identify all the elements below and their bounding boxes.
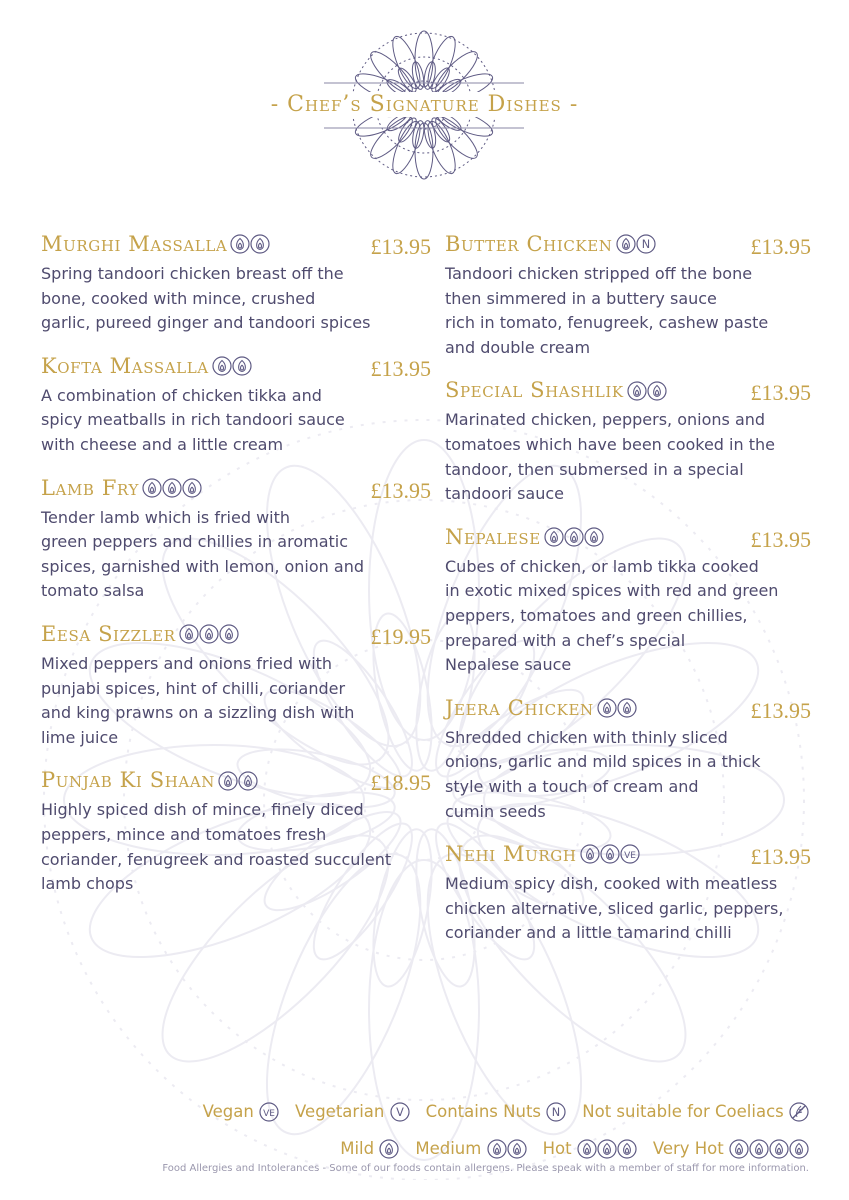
chilli-icon [580, 844, 600, 864]
description-line: and king prawns on a sizzling dish with [41, 703, 355, 723]
dish-dietary-icons [218, 770, 258, 791]
legend-label: Vegetarian [295, 1102, 385, 1122]
description-line: in exotic mixed spices with red and green [445, 581, 779, 601]
description-line: style with a touch of cream and [445, 776, 699, 796]
dish-name: Lamb Fry [41, 475, 139, 500]
dish-item [41, 768, 431, 896]
dish-name: Kofta Massalla [41, 353, 209, 378]
dish-item [41, 354, 431, 458]
description-line: Tandoori chicken stripped off the bone [445, 264, 753, 283]
legend-item [426, 1101, 567, 1120]
dish-header [445, 232, 811, 262]
chilli-icon [627, 381, 647, 401]
description-line: tandoori sauce [445, 484, 564, 504]
dish-header [41, 232, 431, 262]
svg-text:N: N [552, 1105, 561, 1119]
dish-dietary-icons [580, 844, 640, 865]
dish-item [445, 842, 811, 946]
legend-label: Medium [415, 1139, 482, 1159]
dish-dietary-icons [544, 527, 604, 548]
dish-description [445, 408, 811, 506]
description-line: spicy meatballs in rich tandoori sauce [41, 410, 345, 430]
dish-name: Murghi Massalla [41, 232, 228, 256]
chilli-icon [232, 356, 252, 376]
chilli-icon [507, 1139, 527, 1159]
chilli-icon [749, 1139, 769, 1159]
dish-header [41, 622, 431, 652]
chilli-icon [142, 478, 162, 498]
description-line: peppers, tomatoes and green chillies, [445, 605, 748, 625]
nuts-icon [546, 1102, 566, 1122]
chilli-icon [617, 698, 637, 718]
dish-header [445, 842, 811, 872]
dish-item [445, 696, 811, 824]
chilli-icon [250, 234, 270, 254]
description-line: chicken alternative, sliced garlic, peppers, [445, 898, 784, 918]
dish-dietary-icons [179, 624, 239, 645]
description-line: tomatoes which have been cooked in the [445, 434, 775, 454]
chilli-icon [617, 1139, 637, 1159]
description-line: Marinated chicken, peppers, onions and [445, 410, 766, 430]
allergy-notice: Food Allergies and Intolerances - Some of our foods contain allergens. Please speak with a member of staff for more information. [162, 1163, 809, 1174]
description-line: bone, cooked with mince, crushed [41, 288, 316, 308]
dish-name: Butter Chicken [445, 232, 613, 256]
dish-item [41, 622, 431, 750]
chilli-icon [218, 771, 238, 791]
vegan-icon [620, 844, 640, 864]
legend-item [295, 1101, 410, 1120]
dish-price: £13.95 [750, 697, 811, 723]
chilli-icon [487, 1139, 507, 1159]
vegetarian-icon [390, 1102, 410, 1122]
description-line: coriander, fenugreek and roasted succulent [41, 849, 392, 869]
dish-price: £19.95 [370, 623, 431, 649]
description-line: onions, garlic and mild spices in a thick [445, 752, 761, 772]
chilli-icon [219, 624, 239, 644]
dish-header [41, 354, 431, 384]
svg-text:VE: VE [263, 1108, 275, 1119]
dietary-legend [203, 1101, 809, 1122]
dish-dietary-icons [627, 380, 667, 401]
dish-dietary-icons [616, 234, 656, 255]
description-line: then simmered in a buttery sauce [445, 288, 717, 308]
dish-price: £13.95 [750, 380, 811, 406]
chilli-icon [600, 844, 620, 864]
legend-item [415, 1138, 526, 1157]
svg-text:V: V [395, 1105, 404, 1119]
description-line: Highly spiced dish of mince, finely diced [41, 800, 364, 820]
spice-level-legend [340, 1138, 809, 1159]
description-line: coriander and a little tamarind chilli [445, 923, 732, 943]
description-line: tomato salsa [41, 581, 145, 601]
left-dish-column [41, 232, 431, 915]
legend-item [543, 1138, 637, 1157]
chilli-icon [199, 624, 219, 644]
description-line: peppers, mince and tomatoes fresh [41, 824, 327, 844]
nuts-icon [636, 234, 656, 254]
legend-label: Not suitable for Coeliacs [582, 1102, 784, 1122]
dish-description [445, 262, 811, 360]
dish-name: Punjab Ki Shaan [41, 768, 215, 793]
description-line: punjabi spices, hint of chilli, coriander [41, 678, 346, 698]
dish-description [445, 872, 811, 946]
vegan-icon [259, 1102, 279, 1122]
chilli-icon [789, 1139, 809, 1159]
legend-label: Hot [542, 1139, 572, 1159]
legend-label: Very Hot [652, 1139, 724, 1159]
description-line: with cheese and a little cream [41, 434, 284, 454]
dish-price: £13.95 [370, 355, 431, 381]
legend-label: Contains Nuts [425, 1102, 542, 1122]
description-line: garlic, pureed ginger and tandoori spices [41, 313, 371, 333]
legend-label: Vegan [202, 1102, 254, 1122]
dish-price: £13.95 [370, 234, 431, 259]
description-line: spices, garnished with lemon, onion and [41, 556, 364, 576]
description-line: Nepalese sauce [445, 655, 572, 675]
dish-dietary-icons [212, 356, 252, 377]
dish-price: £18.95 [370, 770, 431, 796]
description-line: and double cream [445, 337, 591, 357]
chilli-icon [769, 1139, 789, 1159]
dish-dietary-icons [597, 697, 637, 718]
description-line: Cubes of chicken, or lamb tikka cooked [445, 556, 759, 576]
dish-name: Nehi Murgh [445, 842, 577, 867]
chilli-icon [379, 1139, 399, 1159]
dish-name: Special Shashlik [445, 378, 624, 403]
dish-item [445, 232, 811, 360]
page-title: - Chef’s Signature Dishes - [263, 92, 587, 117]
chilli-icon [647, 381, 667, 401]
dish-description [41, 652, 431, 750]
dish-header [41, 768, 431, 798]
menu-header [0, 0, 849, 200]
svg-text:N: N [641, 238, 650, 252]
description-line: Medium spicy dish, cooked with meatless [445, 874, 778, 894]
dish-item [41, 232, 431, 336]
dish-price: £13.95 [750, 526, 811, 552]
chilli-icon [182, 478, 202, 498]
dish-name: Eesa Sizzler [41, 621, 176, 646]
chilli-icon [577, 1139, 597, 1159]
chilli-icon [230, 234, 250, 254]
legend-label: Mild [340, 1139, 375, 1159]
dish-item [445, 378, 811, 506]
legend-item [340, 1138, 399, 1157]
dish-price: £13.95 [370, 477, 431, 503]
description-line: Shredded chicken with thinly sliced [445, 727, 728, 747]
legend-item [203, 1101, 279, 1120]
dish-description [41, 506, 431, 604]
description-line: rich in tomato, fenugreek, cashew paste [445, 313, 769, 333]
legend-item [582, 1101, 809, 1120]
dish-header [41, 476, 431, 506]
description-line: tandoor, then submersed in a special [445, 459, 744, 479]
dish-description [41, 384, 431, 458]
chilli-icon [729, 1139, 749, 1159]
dish-dietary-icons [230, 234, 270, 255]
description-line: Tender lamb which is fried with [41, 507, 291, 527]
dish-description [41, 798, 431, 896]
dish-item [445, 525, 811, 678]
dish-name: Nepalese [445, 524, 541, 549]
svg-text:VE: VE [623, 851, 636, 862]
description-line: green peppers and chillies in aromatic [41, 532, 349, 552]
dish-name: Jeera Chicken [445, 695, 594, 720]
description-line: lime juice [41, 727, 119, 747]
chilli-icon [616, 234, 636, 254]
dish-description [445, 555, 811, 678]
legend-item [653, 1138, 809, 1157]
dish-header [445, 378, 811, 408]
dish-item [41, 476, 431, 604]
description-line: prepared with a chef’s special [445, 630, 686, 650]
dish-price: £13.95 [750, 844, 811, 870]
chilli-icon [584, 527, 604, 547]
description-line: Mixed peppers and onions fried with [41, 653, 333, 673]
right-dish-column [445, 232, 811, 964]
description-line: Spring tandoori chicken breast off the [41, 264, 344, 283]
chilli-icon [238, 771, 258, 791]
dish-header [445, 696, 811, 726]
chilli-icon [597, 1139, 617, 1159]
dish-description [41, 262, 431, 336]
chilli-icon [544, 527, 564, 547]
chilli-icon [597, 698, 617, 718]
description-line: lamb chops [41, 874, 134, 894]
dish-description [445, 726, 811, 824]
dish-header [445, 525, 811, 555]
description-line: A combination of chicken tikka and [41, 385, 322, 405]
chilli-icon [564, 527, 584, 547]
dish-dietary-icons [142, 477, 202, 498]
not-gluten-free-icon [789, 1102, 809, 1122]
description-line: cumin seeds [445, 801, 546, 821]
chilli-icon [162, 478, 182, 498]
chilli-icon [179, 624, 199, 644]
chilli-icon [212, 356, 232, 376]
dish-price: £13.95 [750, 234, 811, 259]
